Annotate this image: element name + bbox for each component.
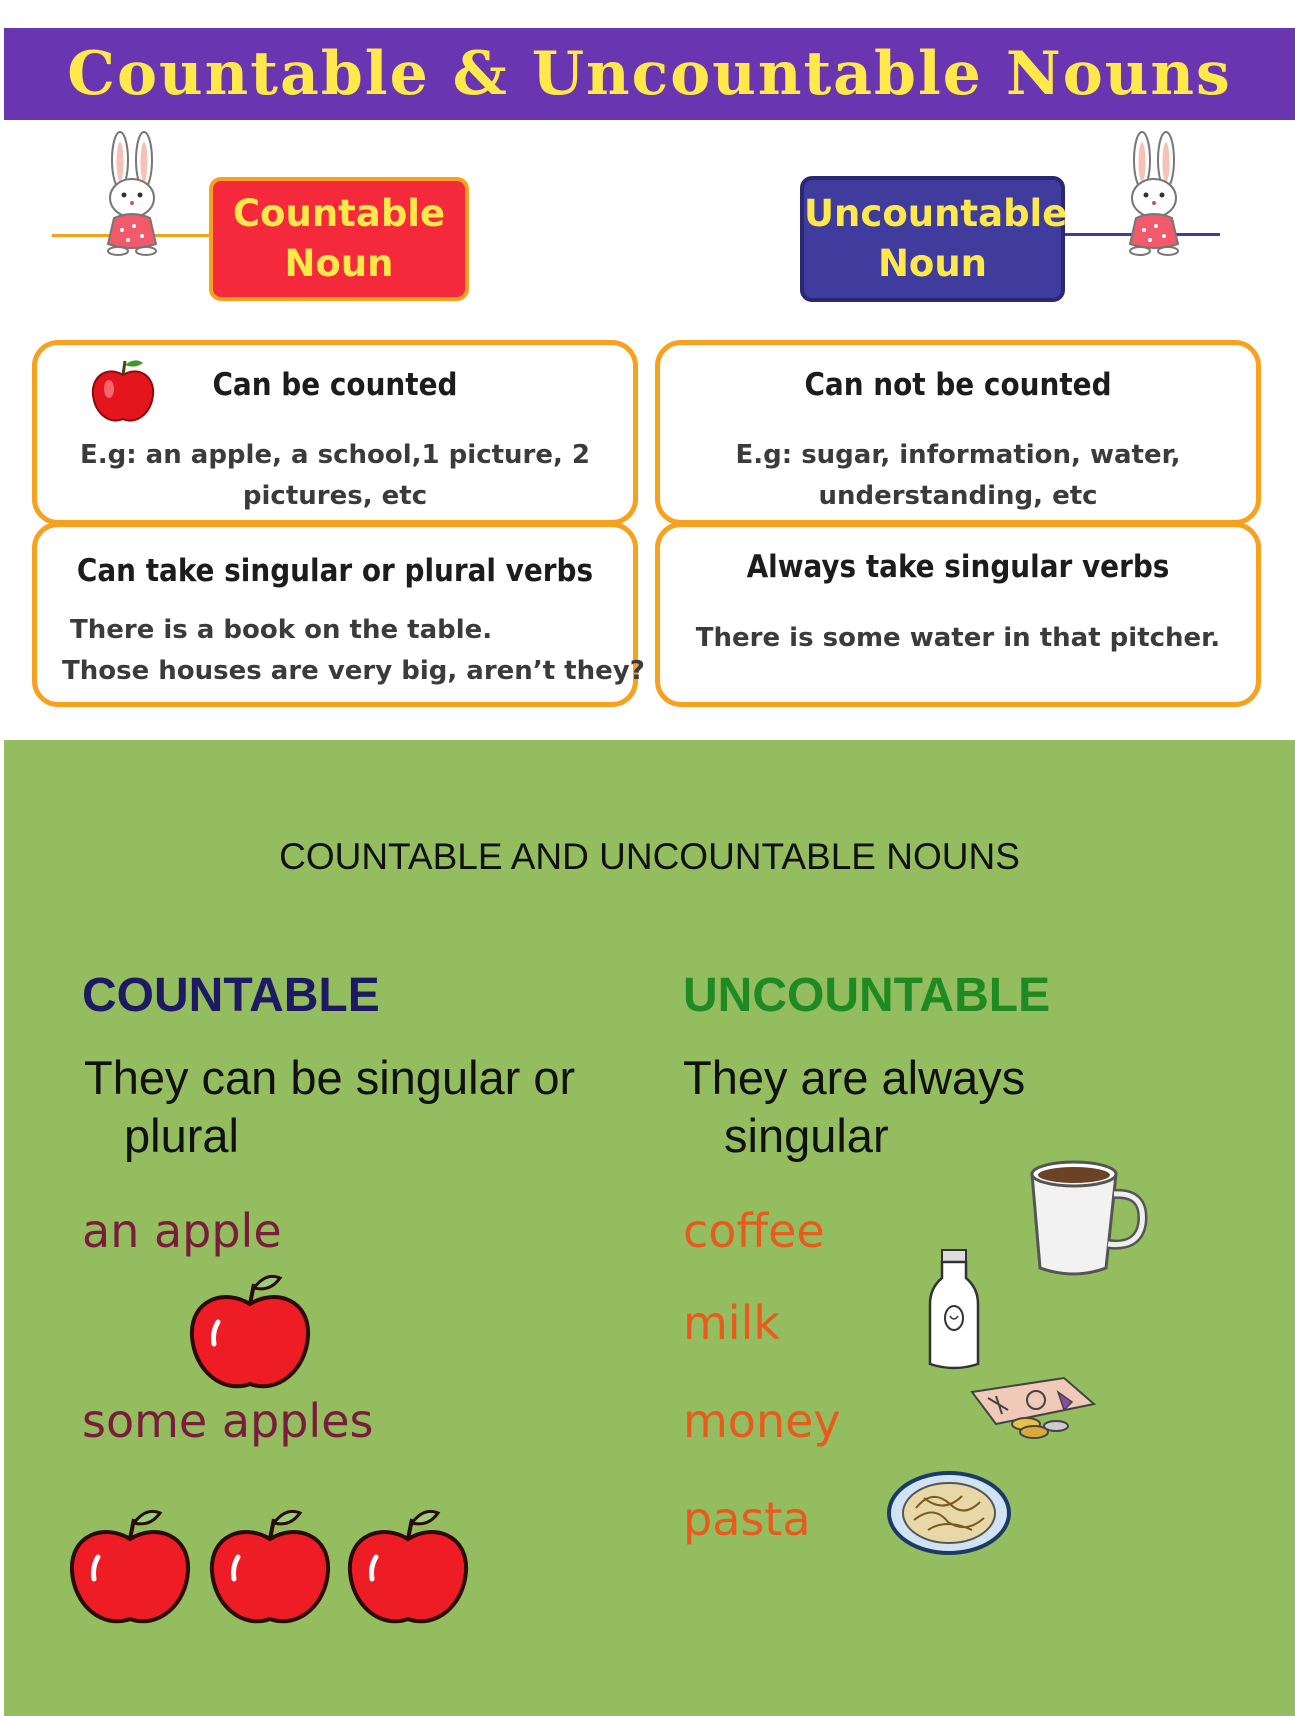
countable-verbs-panel (32, 522, 645, 707)
countable-count-example-line2: pictures, etc (242, 481, 428, 511)
pasta-plate-icon (884, 1468, 1014, 1558)
milk-bottle-icon (926, 1248, 982, 1372)
page-title: Countable & Uncountable Nouns (67, 39, 1232, 109)
countable-desc-line2: plural (124, 1109, 239, 1162)
example-money: money (683, 1394, 841, 1448)
uncountable-desc-line1: They are always (683, 1051, 1026, 1104)
countable-count-example-line1: E.g: an apple, a school,1 picture, 2 (79, 440, 591, 470)
countable-can-be-counted-panel (32, 340, 638, 525)
countable-count-title: Can be counted (212, 367, 458, 403)
countable-noun-box (209, 177, 469, 301)
countable-heading: COUNTABLE (82, 969, 380, 1022)
lesson-title: COUNTABLE AND UNCOUNTABLE NOUNS (279, 836, 1020, 877)
uncountable-heading: UNCOUNTABLE (683, 969, 1051, 1022)
apple-icon (64, 1505, 196, 1629)
rabbit-icon (1112, 130, 1196, 256)
uncountable-noun-line1: Uncountable (804, 192, 1068, 235)
countable-verbs-title: Can take singular or plural verbs (76, 553, 594, 589)
uncountable-count-example-line2: understanding, etc (818, 481, 1098, 511)
countable-verbs-example-line2: Those houses are very big, aren’t they? (62, 656, 645, 686)
example-some-apples: some apples (82, 1394, 374, 1448)
uncountable-count-title: Can not be counted (804, 367, 1112, 403)
example-milk: milk (683, 1296, 781, 1350)
rabbit-icon (90, 130, 174, 256)
uncountable-count-example-line1: E.g: sugar, information, water, (735, 440, 1181, 470)
countable-noun-line2: Noun (284, 242, 394, 285)
lesson-section (4, 740, 1295, 1716)
uncountable-verbs-title: Always take singular verbs (746, 549, 1170, 585)
countable-desc-line1: They can be singular or (84, 1051, 576, 1104)
uncountable-noun-line2: Noun (877, 242, 988, 285)
apple-icon (204, 1505, 336, 1629)
uncountable-verbs-panel (655, 522, 1261, 707)
uncountable-desc-line2: singular (724, 1109, 889, 1162)
example-an-apple: an apple (82, 1204, 282, 1258)
apple-icon (342, 1505, 474, 1629)
money-icon (968, 1374, 1102, 1440)
coffee-mug-icon (1024, 1152, 1148, 1280)
countable-verbs-example-line1: There is a book on the table. (70, 615, 493, 645)
apple-icon (184, 1270, 316, 1394)
uncountable-noun-box (800, 176, 1068, 302)
uncountable-cannot-be-counted-panel (655, 340, 1261, 525)
countable-noun-line1: Countable (232, 192, 446, 235)
example-pasta: pasta (683, 1492, 811, 1546)
example-coffee: coffee (683, 1204, 825, 1258)
uncountable-verbs-example: There is some water in that pitcher. (695, 623, 1221, 653)
title-banner (4, 28, 1295, 120)
